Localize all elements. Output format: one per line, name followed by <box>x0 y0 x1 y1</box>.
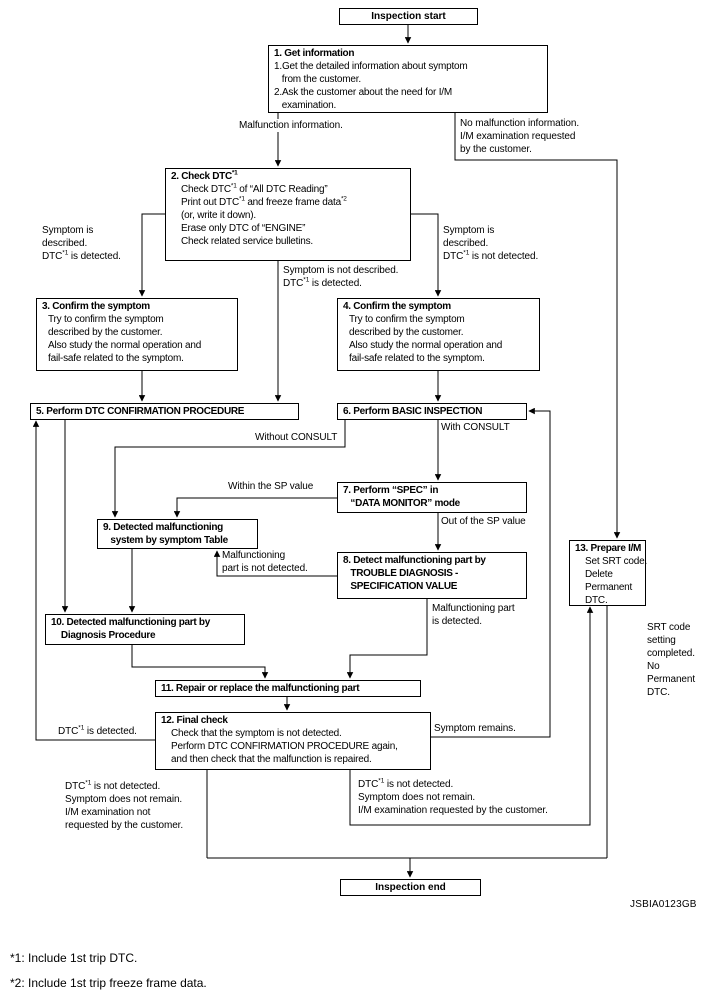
node-2-check-dtc <box>165 168 411 261</box>
edge-label-part-not-detected: Malfunctioning part is not detected. <box>222 550 308 574</box>
node-8-trouble-diagnosis-spec-value <box>337 552 527 599</box>
edge-label-within-sp-value: Within the SP value <box>228 481 314 492</box>
edge-label-symptom-described-dtc-not-detected: Symptom is described. DTC$^{*1}$ is not detected. <box>443 225 539 262</box>
node-1-body: 1.Get the detailed information about symptom from the customer. 2.Ask the customer about the need for I/M examination. <box>274 61 468 111</box>
edge-label-with-consult: With CONSULT <box>441 422 510 433</box>
node-13-title: 13. Prepare I/M <box>575 543 642 554</box>
edge-label-end-not-requested: DTC$^{*1}$ is not detected. Symptom does not remain. I/M examination not requested by the customer. <box>65 779 184 831</box>
node-12-final-check <box>155 712 431 770</box>
node-13-prepare-im <box>569 540 646 606</box>
node-4-confirm-symptom <box>337 298 540 371</box>
node-6-basic-inspection <box>337 403 527 420</box>
edge-label-symptom-not-described-dtc-detected: Symptom is not described. DTC$^{*1}$ is detected. <box>283 265 399 289</box>
edge-label-out-of-sp-value: Out of the SP value <box>441 516 526 527</box>
edge-12-to-5-loop <box>36 421 155 740</box>
node-11-title: 11. Repair or replace the malfunctioning part <box>161 683 360 694</box>
node-12-title: 12. Final check <box>161 715 228 726</box>
node-3-body: Try to confirm the symptom described by the customer. Also study the normal operation and fail-safe related to the symptom. <box>48 314 202 364</box>
edge-2-to-4 <box>411 214 438 296</box>
node-2-body: Check DTC$^{*1}$ of “All DTC Reading” Print out DTC$^{*1}$ and freeze frame data$^{*2}$ (or, write it down). Erase only DTC of “ENGINE” Check related service bulletins. <box>181 182 347 247</box>
node-7-spec-data-monitor <box>337 482 527 513</box>
node-10-title: 10. Detected malfunctioning part by Diagnosis Procedure <box>51 617 210 641</box>
node-12-body: Check that the symptom is not detected. Perform DTC CONFIRMATION PROCEDURE again, and then check that the malfunction is repaired. <box>171 728 398 765</box>
node-8-title: 8. Detect malfunctioning part by TROUBLE DIAGNOSIS - SPECIFICATION VALUE <box>343 555 486 592</box>
footnotes: *1: Include 1st trip DTC. *2: Include 1st trip freeze frame data. <box>10 951 207 990</box>
node-4-title: 4. Confirm the symptom <box>343 301 451 312</box>
node-3-title: 3. Confirm the symptom <box>42 301 150 312</box>
node-9-title: 9. Detected malfunctioning system by symptom Table <box>103 522 228 546</box>
figure-code: JSBIA0123GB <box>630 899 697 910</box>
edge-label-no-malfunction-information: No malfunction information. I/M examination requested by the customer. <box>460 118 580 155</box>
node-7-title: 7. Perform “SPEC” in “DATA MONITOR” mode <box>343 485 460 509</box>
edge-label-symptom-described-dtc-detected: Symptom is described. DTC$^{*1}$ is detected. <box>42 225 121 262</box>
edge-8-to-11 <box>350 599 427 678</box>
node-5-title: 5. Perform DTC CONFIRMATION PROCEDURE <box>36 406 245 417</box>
node-11-repair-replace <box>155 680 421 697</box>
edge-label-symptom-remains: Symptom remains. <box>434 723 516 734</box>
edge-label-without-consult: Without CONSULT <box>255 432 338 443</box>
node-3-confirm-symptom <box>36 298 238 371</box>
node-6-title: 6. Perform BASIC INSPECTION <box>343 406 483 417</box>
node-inspection-start: Inspection start <box>339 8 478 25</box>
edge-label-end-requested: DTC$^{*1}$ is not detected. Symptom does not remain. I/M examination requested by the customer. <box>358 777 548 816</box>
edge-label-part-detected: Malfunctioning part is detected. <box>432 603 515 627</box>
node-10-diagnosis-procedure <box>45 614 245 645</box>
node-9-symptom-table <box>97 519 258 549</box>
node-2-title: 2. Check DTC$^{*1}$ <box>171 169 238 182</box>
edge-label-srt-code-completed: SRT code setting completed. No Permanent DTC. <box>647 622 696 698</box>
edge-label-malfunction-information: Malfunction information. <box>239 120 343 131</box>
edge-7-to-9 <box>177 498 337 517</box>
node-inspection-end: Inspection end <box>340 879 481 896</box>
edge-10-to-11 <box>132 645 265 678</box>
edge-label-dtc-detected-loop: DTC$^{*1}$ is detected. <box>58 724 137 737</box>
node-4-body: Try to confirm the symptom described by the customer. Also study the normal operation and fail-safe related to the symptom. <box>349 314 503 364</box>
node-13-body: Set SRT code. Delete Permanent DTC. <box>585 556 648 606</box>
node-5-dtc-confirmation-procedure <box>30 403 299 420</box>
node-1-get-information <box>268 45 548 113</box>
node-1-title: 1. Get information <box>274 48 355 59</box>
edge-2-to-3 <box>142 214 165 296</box>
